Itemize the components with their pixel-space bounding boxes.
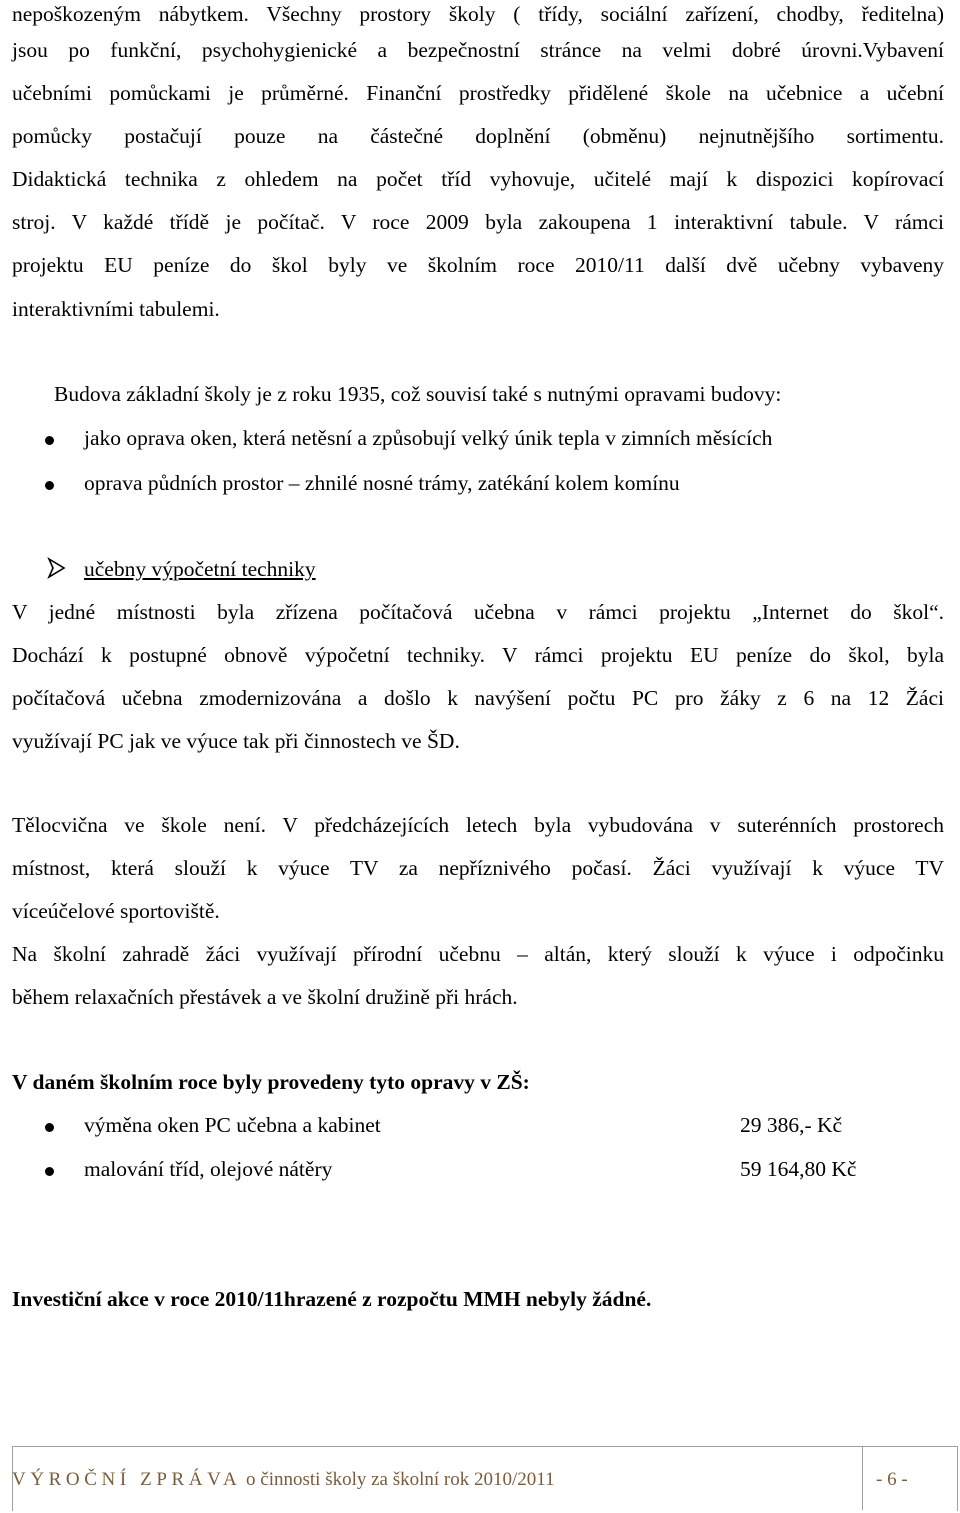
bullet-icon (45, 436, 54, 445)
paragraph-line: Didaktická technika z ohledem na počet tříd vyhovuje, učitelé mají k dispozici kopírovací (12, 167, 944, 191)
paragraph-line: Dochází k postupné obnově výpočetní techniky. V rámci projektu EU peníze do škol, byla (12, 643, 944, 667)
repairs-heading: V daném školním roce byly provedeny tyto opravy v ZŠ: (12, 1070, 530, 1094)
footer-title-rest: o činnosti školy za školní rok 2010/2011 (246, 1469, 555, 1490)
paragraph-line: víceúčelové sportoviště. (12, 899, 220, 923)
bullet-icon (45, 1123, 54, 1132)
arrow-bullet-icon (47, 557, 67, 585)
paragraph-line: V jedné místnosti byla zřízena počítačová učebna v rámci projektu „Internet do škol“. (12, 600, 944, 624)
paragraph-line: interaktivními tabulemi. (12, 297, 220, 321)
paragraph-line: místnost, která slouží k výuce TV za nepříznivého počasí. Žáci využívají k výuce TV (12, 856, 944, 880)
paragraph-line: Tělocvična ve škole není. V předcházejících letech byla vybudována v suterénních prostorech (12, 813, 944, 837)
list-item: oprava půdních prostor – zhnilé nosné trámy, zatékání kolem komínu (84, 471, 680, 495)
footer-divider (862, 1446, 863, 1510)
bullet-icon (45, 481, 54, 490)
building-intro: Budova základní školy je z roku 1935, což souvisí také s nutnými opravami budovy: (54, 382, 782, 406)
paragraph-line: počítačová učebna zmodernizována a došlo k navýšení počtu PC pro žáky z 6 na 12 Žáci (12, 686, 944, 710)
repair-item: výměna oken PC učebna a kabinet (84, 1113, 381, 1137)
paragraph-line: využívají PC jak ve výuce tak při činnostech ve ŠD. (12, 729, 460, 753)
page-number: - 6 - (876, 1469, 908, 1490)
paragraph-line: Na školní zahradě žáci využívají přírodní učebnu – altán, který slouží k výuce i odpočinku (12, 942, 944, 966)
paragraph-line: učebními pomůckami je průměrné. Finanční prostředky přidělené škole na učebnice a učební (12, 81, 944, 105)
list-item: jako oprava oken, která netěsní a způsobují velký únik tepla v zimních měsících (84, 426, 773, 450)
paragraph-line: stroj. V každé třídě je počítač. V roce 2009 byla zakoupena 1 interaktivní tabule. V rámci (12, 210, 944, 234)
paragraph-line: pomůcky postačují pouze na částečné doplnění (obměnu) nejnutnějšího sortimentu. (12, 124, 944, 148)
bullet-icon (45, 1167, 54, 1176)
investment-statement: Investiční akce v roce 2010/11hrazené z rozpočtu MMH nebyly žádné. (12, 1287, 652, 1311)
repair-cost: 59 164,80 Kč (740, 1157, 857, 1181)
footer-title-spaced: VÝROČNÍ ZPRÁVA (12, 1469, 242, 1490)
repair-item: malování tříd, olejové nátěry (84, 1157, 333, 1181)
paragraph-line: během relaxačních přestávek a ve školní družině při hrách. (12, 985, 518, 1009)
paragraph-line: projektu EU peníze do škol byly ve školním roce 2010/11 další dvě učebny vybaveny (12, 253, 944, 277)
repair-cost: 29 386,- Kč (740, 1113, 843, 1137)
paragraph-line: jsou po funkční, psychohygienické a bezpečnostní stránce na velmi dobré úrovni.Vybavení (12, 38, 944, 62)
paragraph-line: nepoškozeným nábytkem. Všechny prostory školy ( třídy, sociální zařízení, chodby, ředitelna) (12, 2, 944, 26)
section-heading: učebny výpočetní techniky (84, 557, 316, 581)
footer-title (12, 1466, 555, 1494)
